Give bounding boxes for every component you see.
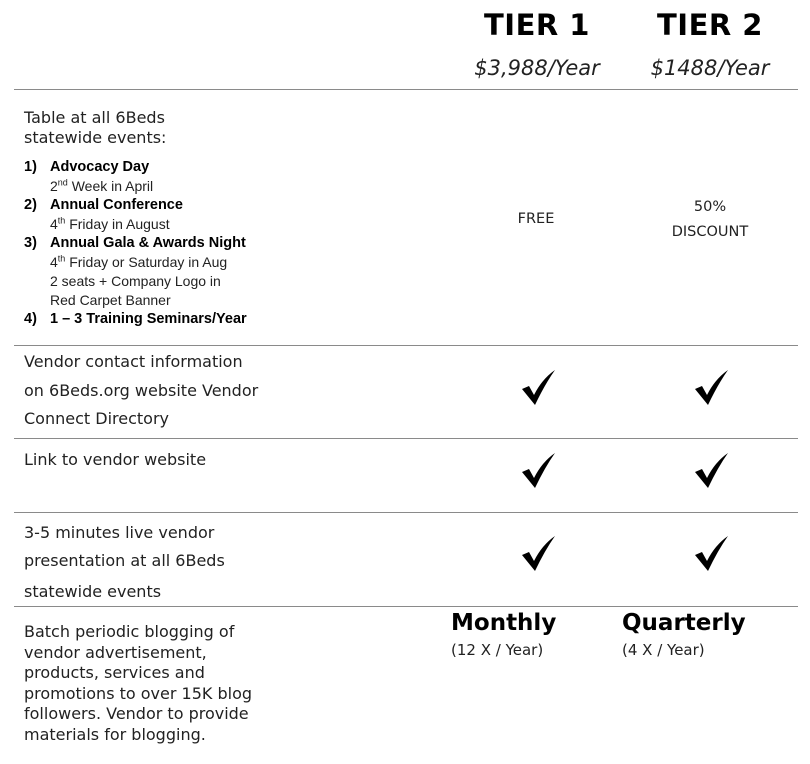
tier2-price: $1488/Year — [650, 56, 770, 80]
tier2-frequency-note: (4 X / Year) — [622, 641, 705, 659]
list-item: 3) Annual Gala & Awards Night 4th Friday or Saturday in Aug 2 seats + Company Logo in Red Carpet Banner — [24, 235, 246, 308]
events-list — [24, 158, 354, 329]
tier1-frequency-note: (12 X / Year) — [451, 641, 544, 659]
tier2-discount: 50% DISCOUNT — [671, 199, 749, 240]
divider — [14, 345, 798, 346]
tier1-price: $3,988/Year — [474, 56, 600, 80]
tier1-title: TIER 1 — [484, 8, 590, 42]
divider — [14, 606, 798, 607]
row2-text: Vendor contact information on 6Beds.org website Vendor Connect Directory — [24, 352, 259, 428]
row3-text: Link to vendor website — [24, 450, 207, 469]
divider — [14, 512, 798, 513]
tier1-frequency: Monthly — [451, 610, 557, 636]
list-item: 4) 1 – 3 Training Seminars/Year — [24, 311, 247, 327]
tier2-frequency: Quarterly — [622, 610, 746, 636]
tier1-free: FREE — [517, 211, 555, 227]
checkmark-icon — [518, 450, 558, 490]
checkmark-icon — [518, 533, 558, 573]
divider — [14, 438, 798, 439]
row4-text: 3-5 minutes live vendor presentation at all 6Beds statewide events — [24, 523, 225, 601]
row1-intro: Table at all 6Beds statewide events: — [24, 108, 167, 147]
checkmark-icon — [691, 450, 731, 490]
divider — [14, 89, 798, 90]
row5-text: Batch periodic blogging of vendor advertisement, products, services and promotions to over 15K blog followers. Vendor to provide materials for blogging. — [24, 622, 253, 744]
list-item: 2) Annual Conference 4th Friday in August — [24, 197, 183, 232]
list-item: 1) Advocacy Day 2nd Week in April — [24, 159, 154, 194]
checkmark-icon — [691, 533, 731, 573]
checkmark-icon — [691, 367, 731, 407]
checkmark-icon — [518, 367, 558, 407]
tier2-title: TIER 2 — [657, 8, 763, 42]
